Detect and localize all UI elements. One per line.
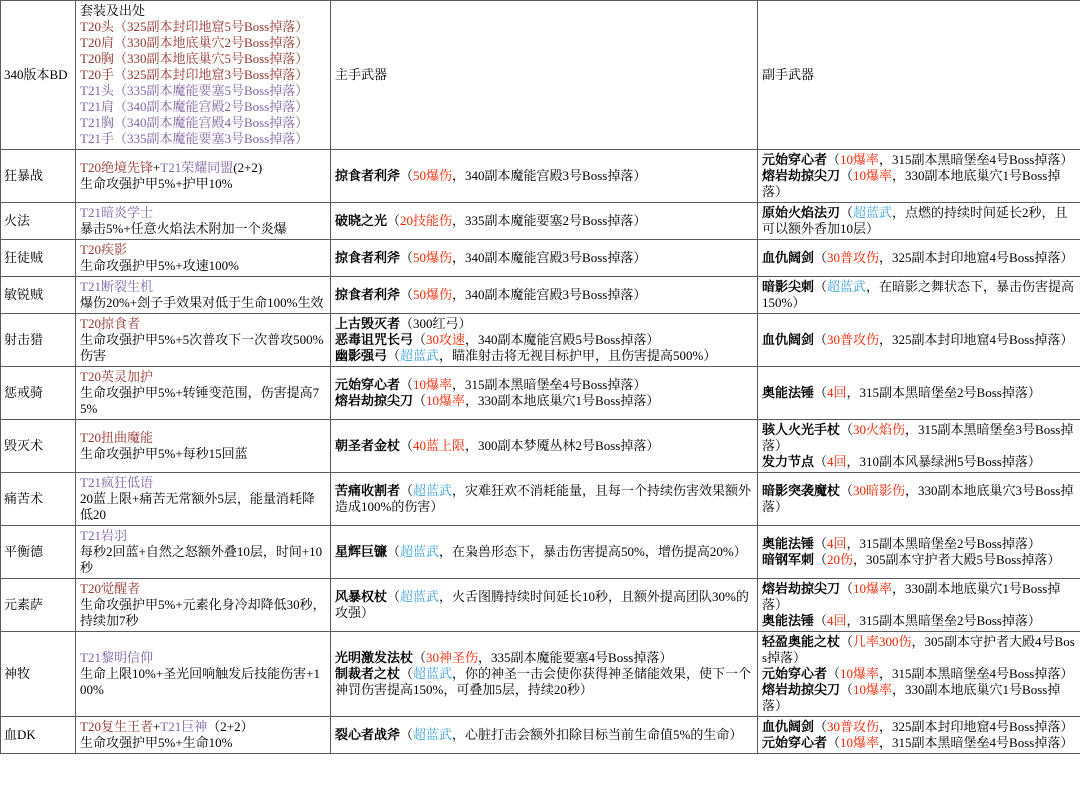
offhand-cell: 血仇阔剑（30普攻伤，325副本封印地窟4号Boss掉落） 元始穿心者（10爆率，315副本黑暗堡垒4号Boss掉落）: [758, 717, 1080, 754]
set-cell: T20疾影 生命攻强护甲5%+攻速100%: [76, 240, 331, 277]
mainhand-cell: 破晓之光（20技能伤，335副本魔能要塞2号Boss掉落）: [331, 203, 758, 240]
mainhand-cell: 风暴权杖（超蓝武，火舌图腾持续时间延长10秒，且额外提高团队30%的攻强）: [331, 579, 758, 632]
table-row: [1, 277, 1080, 314]
set-cell: T20英灵加护 生命攻强护甲5%+转锤变范围，伤害提高75%: [76, 367, 331, 420]
class-cell: 惩戒骑: [1, 367, 76, 420]
table-row: [1, 240, 1080, 277]
set-header-cell: 套装及出处 T20头（325副本封印地窟5号Boss掉落） T20肩（330副本地底巢穴2号Boss掉落） T20胸（330副本地底巢穴5号Boss掉落） T20手（325副本封印地窟3号Boss掉落） T21头（335副本魔能要塞5号Boss掉落） T21肩（340副本魔能宫殿2号Boss掉落） T21胸（340副本魔能宫殿4号Boss掉落） T21手（335副本魔能要塞3号Boss掉落）: [76, 1, 331, 150]
set-cell: T21断裂生机 爆伤20%+刽子手效果对低于生命100%生效: [76, 277, 331, 314]
set-cell: T21暗炎学士 暴击5%+任意火焰法术附加一个炎爆: [76, 203, 331, 240]
offhand-cell: 轻盈奥能之杖（几率300伤，305副本守护者大殿4号Boss掉落） 元始穿心者（10爆率，315副本黑暗堡垒4号Boss掉落） 熔岩劫掠尖刀（10爆率，330副本地底巢穴1号Boss掉落）: [758, 632, 1080, 717]
class-cell: 血DK: [1, 717, 76, 754]
mainhand-cell: 掠食者利斧（50爆伤，340副本魔能宫殿3号Boss掉落）: [331, 150, 758, 203]
mainhand-cell: 朝圣者金杖（40蓝上限，300副本梦魇丛林2号Boss掉落）: [331, 420, 758, 473]
offhand-cell: 暗影尖刺（超蓝武，在暗影之舞状态下，暴击伤害提高150%）: [758, 277, 1080, 314]
class-cell: 狂徒贼: [1, 240, 76, 277]
class-cell: 神牧: [1, 632, 76, 717]
table-row: [1, 150, 1080, 203]
offhand-cell: 奥能法锤（4回，315副本黑暗堡垒2号Boss掉落） 暗钢军刺（20伤，305副本守护者大殿5号Boss掉落）: [758, 526, 1080, 579]
offhand-cell: 暗影突袭魔杖（30暗影伤，330副本地底巢穴3号Boss掉落）: [758, 473, 1080, 526]
set-cell: T20掠食者 生命攻强护甲5%+5次普攻下一次普攻500%伤害: [76, 314, 331, 367]
offhand-header-cell: 副手武器: [758, 1, 1080, 150]
table-row: [1, 717, 1080, 754]
mainhand-cell: 光明激发法杖（30神圣伤，335副本魔能要塞4号Boss掉落） 制裁者之杖（超蓝武，你的神圣一击会使你获得神圣储能效果，使下一个神罚伤害提高150%，可叠加5层，持续20秒）: [331, 632, 758, 717]
class-cell: 射击猎: [1, 314, 76, 367]
mainhand-cell: 星辉巨镰（超蓝武，在枭兽形态下，暴击伤害提高50%，增伤提高20%）: [331, 526, 758, 579]
mainhand-cell: 上古毁灭者（300红弓） 恶毒诅咒长弓（30攻速，340副本魔能宫殿5号Boss掉落） 幽影强弓（超蓝武，瞄准射击将无视目标护甲，且伤害提高500%）: [331, 314, 758, 367]
class-cell: 340版本BD: [1, 1, 76, 150]
table-row: [1, 632, 1080, 717]
mainhand-cell: 掠食者利斧（50爆伤，340副本魔能宫殿3号Boss掉落）: [331, 240, 758, 277]
offhand-cell: 血仇阔剑（30普攻伤，325副本封印地窟4号Boss掉落）: [758, 240, 1080, 277]
offhand-cell: 血仇阔剑（30普攻伤，325副本封印地窟4号Boss掉落）: [758, 314, 1080, 367]
set-cell: T20扭曲魔能 生命攻强护甲5%+每秒15回蓝: [76, 420, 331, 473]
mainhand-cell: 掠食者利斧（50爆伤，340副本魔能宫殿3号Boss掉落）: [331, 277, 758, 314]
offhand-cell: 原始火焰法刃（超蓝武，点燃的持续时间延长2秒，且可以额外香加10层）: [758, 203, 1080, 240]
class-cell: 火法: [1, 203, 76, 240]
class-cell: 狂暴战: [1, 150, 76, 203]
offhand-cell: 熔岩劫掠尖刀（10爆率，330副本地底巢穴1号Boss掉落） 奥能法锤（4回，315副本黑暗堡垒2号Boss掉落）: [758, 579, 1080, 632]
mainhand-header-cell: 主手武器: [331, 1, 758, 150]
bd-table-body: [1, 1, 1080, 754]
table-row: [1, 579, 1080, 632]
table-row-header: [1, 1, 1080, 150]
table-row: [1, 526, 1080, 579]
offhand-cell: 骇人火光手杖（30火焰伤，315副本黑暗堡垒3号Boss掉落） 发力节点（4回，310副本风暴绿洲5号Boss掉落）: [758, 420, 1080, 473]
table-row: [1, 473, 1080, 526]
table-row: [1, 314, 1080, 367]
offhand-cell: 奥能法锤（4回，315副本黑暗堡垒2号Boss掉落）: [758, 367, 1080, 420]
set-cell: T21岩羽 每秒2回蓝+自然之怒额外叠10层，时间+10秒: [76, 526, 331, 579]
class-cell: 敏锐贼: [1, 277, 76, 314]
mainhand-cell: 裂心者战斧（超蓝武，心脏打击会额外扣除目标当前生命值5%的生命）: [331, 717, 758, 754]
class-cell: 毁灭术: [1, 420, 76, 473]
set-cell: T21黎明信仰 生命上限10%+圣光回响触发后技能伤害+100%: [76, 632, 331, 717]
table-row: [1, 420, 1080, 473]
class-cell: 平衡德: [1, 526, 76, 579]
set-cell: T20复生王者+T21巨神（2+2） 生命攻强护甲5%+生命10%: [76, 717, 331, 754]
mainhand-cell: 元始穿心者（10爆率，315副本黑暗堡垒4号Boss掉落） 熔岩劫掠尖刀（10爆率，330副本地底巢穴1号Boss掉落）: [331, 367, 758, 420]
class-cell: 痛苦术: [1, 473, 76, 526]
table-row: [1, 203, 1080, 240]
offhand-cell: 元始穿心者（10爆率，315副本黑暗堡垒4号Boss掉落） 熔岩劫掠尖刀（10爆率，330副本地底巢穴1号Boss掉落）: [758, 150, 1080, 203]
set-cell: T20绝境先锋+T21荣耀同盟(2+2) 生命攻强护甲5%+护甲10%: [76, 150, 331, 203]
table-row: [1, 367, 1080, 420]
set-cell: T21疯狂低语 20蓝上限+痛苦无常额外5层，能量消耗降低20: [76, 473, 331, 526]
set-cell: T20觉醒者 生命攻强护甲5%+元素化身冷却降低30秒，持续加7秒: [76, 579, 331, 632]
class-cell: 元素萨: [1, 579, 76, 632]
mainhand-cell: 苦痛收割者（超蓝武，灾难狂欢不消耗能量，且每一个持续伤害效果额外造成100%的伤害）: [331, 473, 758, 526]
